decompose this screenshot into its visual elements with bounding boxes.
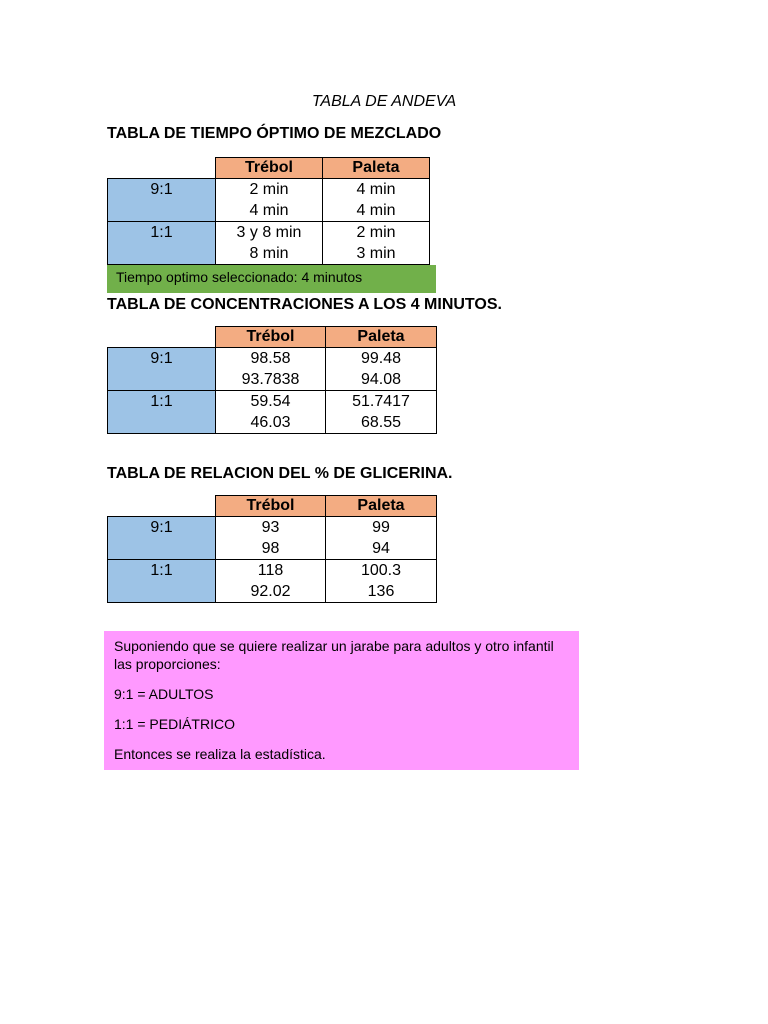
section-heading-glycerin: TABLA DE RELACION DEL % DE GLICERINA. [107,465,453,482]
note-paragraph: Entonces se realiza la estadística. [114,746,326,762]
row-label: 9:1 [108,348,216,391]
table-cell [326,391,437,434]
table-row [108,391,437,434]
table-cell [216,348,326,391]
table-row [108,179,430,222]
cell-value: 118 [257,562,284,579]
cell-value: 93.7838 [241,371,300,388]
cell-value: 8 min [249,245,289,262]
note-paragraph: 9:1 = ADULTOS [114,686,214,702]
column-header-paleta: Paleta [323,158,430,179]
cell-value: 94.08 [360,371,402,388]
cell-value: 136 [367,583,395,600]
cell-value: 46.03 [250,414,291,431]
row-label: 1:1 [108,222,216,265]
cell-value: 68.55 [360,414,402,431]
row-label: 9:1 [108,517,216,560]
cell-value: 99.48 [360,350,402,367]
row-label: 1:1 [108,560,216,603]
table-cell [216,560,326,603]
note-paragraph: Suponiendo que se quiere realizar un jarabe para adultos y otro infantil las proporciones: [114,638,554,672]
cell-value: 4 min [356,202,396,219]
section-heading-mixing-time: TABLA DE TIEMPO ÓPTIMO DE MEZCLADO [107,125,442,142]
proportions-note [104,631,579,770]
table-header-row [108,158,430,179]
table-cell [326,348,437,391]
table-header-row [108,496,437,517]
mixing-time-table [107,157,430,265]
cell-value: 51.7417 [352,393,410,410]
column-header-trebol: Trébol [216,496,326,517]
table-cell [216,391,326,434]
table-row [108,222,430,265]
cell-value: 94 [372,540,390,557]
cell-value: 59.54 [250,393,291,410]
table-row [108,348,437,391]
document-title: TABLA DE ANDEVA [311,93,457,110]
concentrations-table [107,326,437,434]
table-cell [326,560,437,603]
table-cell [216,179,323,222]
table-corner [108,496,216,517]
glycerin-table [107,495,437,603]
table-cell [323,222,430,265]
section-heading-concentrations: TABLA DE CONCENTRACIONES A LOS 4 MINUTOS. [107,296,502,313]
cell-value: 2 min [249,181,289,198]
note-paragraph: 1:1 = PEDIÁTRICO [114,716,235,732]
table-corner [108,327,216,348]
row-label: 1:1 [108,391,216,434]
table-cell [326,517,437,560]
cell-value: 3 min [356,245,396,262]
column-header-trebol: Trébol [216,158,323,179]
column-header-paleta: Paleta [326,496,437,517]
table-cell [216,222,323,265]
cell-value: 98 [261,540,280,557]
optimal-time-note: Tiempo optimo seleccionado: 4 minutos [107,265,436,293]
cell-value: 3 y 8 min [236,224,302,241]
cell-value: 100.3 [360,562,402,579]
cell-value: 93 [261,519,280,536]
cell-value: 92.02 [250,583,291,600]
table-header-row [108,327,437,348]
cell-value: 98.58 [250,350,291,367]
cell-value: 99 [372,519,390,536]
table-corner [108,158,216,179]
column-header-trebol: Trébol [216,327,326,348]
table-cell [323,179,430,222]
cell-value: 2 min [356,224,396,241]
table-cell [216,517,326,560]
cell-value: 4 min [356,181,396,198]
row-label: 9:1 [108,179,216,222]
cell-value: 4 min [249,202,289,219]
table-row [108,560,437,603]
table-row [108,517,437,560]
column-header-paleta: Paleta [326,327,437,348]
